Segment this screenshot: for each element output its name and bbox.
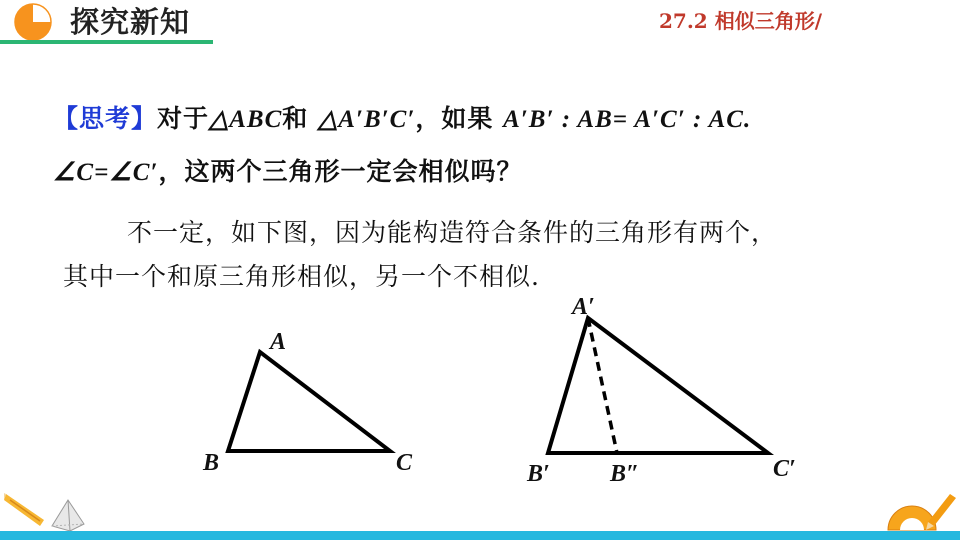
math-triangle-abc: △ABC [209, 106, 283, 133]
math-angle: ∠C=∠C′ [53, 159, 159, 186]
vertex-label-a-prime: A′ [572, 294, 595, 320]
vertex-label-b-prime: B′ [527, 461, 550, 487]
math-ratio: A′B′ : AB= A′C′ : AC. [503, 106, 752, 133]
pencil-icon [4, 490, 46, 530]
triangle-abc-prime [548, 318, 768, 453]
text-segment: ，如果 [415, 104, 504, 133]
think-tag: 【思考】 [53, 104, 158, 133]
text-segment: 和 [282, 104, 319, 133]
vertex-label-b-double-prime: B″ [610, 461, 640, 487]
answer-line-1: 不一定，如下图，因为能构造符合条件的三角形有两个， [127, 218, 778, 247]
lesson-title: 27.2 相似三角形/ [659, 9, 822, 33]
text-segment: 对于 [157, 104, 210, 133]
vertex-label-a: A [270, 329, 287, 355]
answer-line-2: 其中一个和原三角形相似，另一个不相似. [63, 262, 540, 291]
pyramid-icon [50, 498, 86, 532]
vertex-label-c-prime: C′ [773, 456, 796, 482]
text-segment: ，这两个三角形一定会相似吗？ [158, 157, 523, 186]
vertex-label-c: C [396, 450, 413, 476]
vertex-label-b: B [203, 450, 220, 476]
protractor-pencil-icon [884, 492, 958, 532]
triangle-abc [228, 352, 390, 451]
section-title: 探究新知 [70, 5, 191, 39]
footer-line [0, 531, 960, 540]
math-triangle-abc-prime: △A′B′C′ [318, 106, 416, 133]
